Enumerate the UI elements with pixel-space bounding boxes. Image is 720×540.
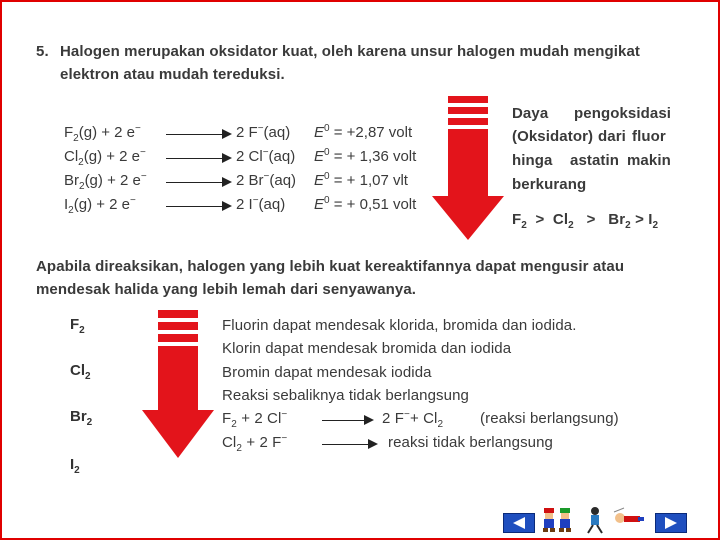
statement-klorin: Klorin dapat mendesak bromida dan iodida [222,340,512,357]
reaction-rhs: 2 Br−(aq) [236,171,297,189]
reaction-a-note: (reaksi berlangsung) [480,410,619,427]
reaction-arrow [166,182,230,183]
oxidizing-trend-arrow [430,96,506,242]
reaction-b-arrow [322,444,376,445]
reaction-potential: $E^0$ = + 0,51 volt [314,195,417,213]
triangle-right-icon [656,514,686,532]
note-word: pengoksidasi [574,105,672,122]
reaction-b-note: reaksi tidak berlangsung [388,434,553,451]
triangle-left-icon [504,514,534,532]
reaction-lhs: $F_2(g) + 2$ e− [64,123,141,144]
halogen-f2: $F_2$ [70,316,85,336]
reactivity-trend-arrow [140,310,216,460]
reaction-lhs: $Br_2(g) + 2$ e− [64,171,147,192]
reaction-rhs: 2 I−(aq) [236,195,286,213]
flying-hero-icon [612,506,646,534]
note-word: dari [598,128,626,145]
reaction-rhs: 2 F−(aq) [236,123,291,141]
point-number: 5. [36,43,49,60]
reaction-lhs: $Cl_2(g) + 2$ e− [64,147,146,168]
prev-slide-button[interactable] [503,513,535,533]
statement-reverse: Reaksi sebaliknya tidak berlangsung [222,387,469,404]
next-slide-button[interactable] [655,513,687,533]
reaction-potential: $E^0$ = + 1,36 volt [314,147,417,165]
statement-bromin: Bromin dapat mendesak iodida [222,364,432,381]
point-line-2: elektron atau mudah tereduksi. [60,66,285,83]
point-line-1: Halogen merupakan oksidator kuat, oleh karena unsur halogen mudah mengikat [60,43,641,60]
note-word: (Oksidator) [512,128,594,145]
note-word: berkurang [512,176,587,193]
note-word: fluor [632,128,666,145]
reaction-potential: $E^0 = +2,87$ volt [314,123,413,141]
note-word: astatin [570,152,620,169]
reaction-arrow [166,134,230,135]
reaction-b-lhs: $Cl_2 + 2$ F− [222,433,288,454]
luigi-icon [556,506,578,534]
reaction-lhs: $I_2(g) + 2$ e− [64,195,136,216]
reaction-a-rhs: 2 $F^-+ Cl_2$ [382,409,444,430]
reaction-arrow [166,206,230,207]
halogen-br2: $Br_2$ [70,408,93,428]
statement-fluorin: Fluorin dapat mendesak klorida, bromida dan iodida. [222,317,577,334]
reaction-potential: $E^0$ = + 1,07 vlt [314,171,408,189]
oxidizing-order: $F_2 > Cl_2$ > $Br_2 > I_2$ [512,211,659,231]
running-man-icon [584,506,606,534]
halogen-i2: $I_2$ [70,456,80,476]
note-word: hinga [512,152,553,169]
reaction-arrow [166,158,230,159]
reaction-rhs: 2 Cl−(aq) [236,147,296,165]
para-line-2: mendesak halida yang lebih lemah dari senyawanya. [36,281,417,298]
reaction-a-arrow [322,420,372,421]
halogen-cl2: $Cl_2$ [70,362,91,382]
para-line-1: Apabila direaksikan, halogen yang lebih kuat kereaktifannya dapat mengusir atau [36,258,625,275]
note-word: Daya [512,105,549,122]
note-word: makin [627,152,671,169]
reaction-a-lhs: $F_2 + 2$ Cl− [222,409,288,430]
